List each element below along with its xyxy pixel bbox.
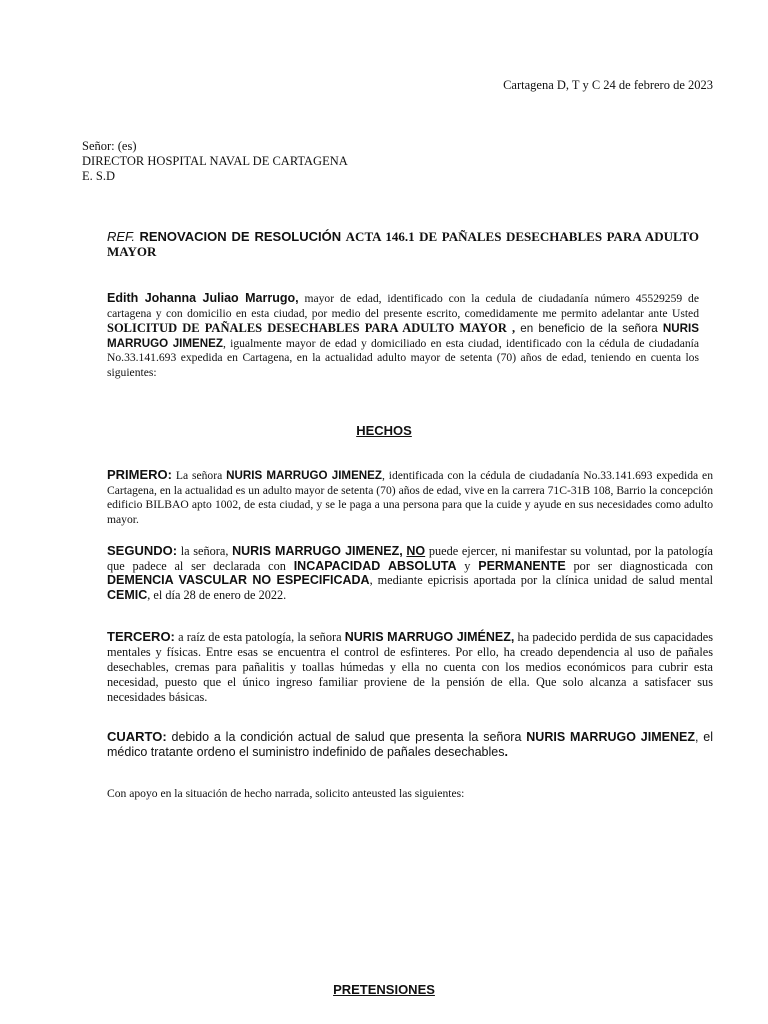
- recipient-title: DIRECTOR HOSPITAL NAVAL DE CARTAGENA: [82, 154, 348, 168]
- segundo-name: NURIS MARRUGO JIMENEZ,: [232, 544, 403, 558]
- intro-paragraph: [107, 291, 699, 381]
- tercero-text-1: a raíz de esta patología, la señora: [174, 630, 345, 644]
- primero-label: PRIMERO:: [107, 467, 172, 482]
- cuarto-text-1: debido a la condición actual de salud que presenta la señora: [166, 730, 527, 744]
- ref-label: REF.: [107, 229, 135, 244]
- tercero-name: NURIS MARRUGO JIMÉNEZ,: [344, 630, 515, 644]
- segundo-text-4: y: [456, 558, 479, 573]
- segundo-text-7: , el día 28 de enero de 2022.: [147, 587, 287, 602]
- beneficiary-name: NURIS MARRUGO JIMENEZ: [107, 322, 699, 350]
- cuarto-label: CUARTO:: [107, 729, 167, 744]
- date-line: Cartagena D, T y C 24 de febrero de 2023: [503, 78, 713, 92]
- hecho-segundo: [107, 544, 713, 602]
- segundo-no: NO: [406, 544, 426, 558]
- hecho-cuarto: [107, 729, 713, 760]
- segundo-text-6: , mediante epicrisis aportada por la clínica unidad de salud mental: [369, 573, 713, 588]
- intro-text-2: en beneficio de la señora: [515, 322, 663, 336]
- primero-name: NURIS MARRUGO JIMENEZ: [226, 469, 382, 482]
- cuarto-text-2: , el médico tratante ordeno el suministro indefinido de pañales desechables: [107, 730, 713, 759]
- recipient-block: [82, 139, 348, 184]
- tercero-text-2: ha padecido perdida de sus capacidades mentales y físicas. Entre esas se encuentra el control de esfinteres. Por ello, ha creado dependencia al uso de pañales desechables, cremas para pañalitis y toallas húmedas y ella no cuenta con los medios económicos para cubrir esta necesidad, puesto que el único ingreso familiar proviene de la pensión de ella. Que solo alcanza a satisfacer sus necesidades básicas.: [107, 630, 713, 704]
- tercero-label: TERCERO:: [107, 629, 175, 644]
- cuarto-end: .: [504, 745, 508, 759]
- request-title: SOLICITUD DE PAÑALES DESECHABLES PARA ADULTO MAYOR ,: [107, 321, 516, 336]
- closing-line: Con apoyo en la situación de hecho narrada, solicito anteusted las siguientes:: [107, 787, 465, 800]
- primero-text-1: La señora: [172, 469, 227, 482]
- intro-text-3: , igualmente mayor de edad y domiciliado en esta ciudad, identificado con la cédula de ciudadanía No.33.141.693 expedida en Cartagena, en la actualidad adulto mayor de setenta (70) años de edad, teniendo en cuenta los siguientes:: [107, 336, 699, 379]
- reference-line: [107, 229, 699, 259]
- ref-title-part2: ACTA 146.1 DE PAÑALES DESECHABLES PARA ADULTO MAYOR: [107, 229, 700, 259]
- hecho-tercero: [107, 629, 713, 705]
- hechos-heading: HECHOS: [356, 423, 412, 438]
- hecho-primero: [107, 468, 713, 527]
- cuarto-name: NURIS MARRUGO JIMENEZ: [526, 730, 695, 744]
- segundo-text-3: puede ejercer, ni manifestar su voluntad, por la patología que padece al ser declarada con: [107, 544, 714, 573]
- intro-text-1: mayor de edad, identificado con la cedula de ciudadanía número 45529259 de cartagena y con domicilio en esta ciudad, por medio del presente escrito, comedidamente me permito adelantar ante Usted: [107, 292, 699, 320]
- petitioner-name: Edith Johanna Juliao Marrugo,: [107, 291, 299, 305]
- segundo-text-5: por ser diagnosticada con: [565, 558, 713, 573]
- recipient-esd: E. S.D: [82, 169, 115, 183]
- pretensiones-heading: PRETENSIONES: [333, 982, 435, 997]
- recipient-salutation: Señor: (es): [82, 139, 137, 153]
- segundo-label: SEGUNDO:: [107, 543, 178, 558]
- segundo-permanente: PERMANENTE: [478, 558, 566, 573]
- primero-text-2: , identificada con la cédula de ciudadanía No.33.141.693 expedida en Cartagena, en la actualidad es un adulto mayor de setenta (70) años de edad, vive en la carrera 71C-31B 108, Barrio la concepción edificio BILBAO apto 1002, de esta ciudad, y se le paga a una persona para que la cuide y ayude en sus necesidades como adulto mayor.: [107, 469, 713, 526]
- segundo-text-1: la señora,: [177, 544, 233, 558]
- segundo-incapacidad: INCAPACIDAD ABSOLUTA: [293, 558, 457, 573]
- ref-title-part1: RENOVACION DE RESOLUCIÓN: [139, 229, 342, 244]
- segundo-clinic: CEMIC: [107, 587, 148, 602]
- segundo-diagnosis: DEMENCIA VASCULAR NO ESPECIFICADA: [107, 573, 370, 588]
